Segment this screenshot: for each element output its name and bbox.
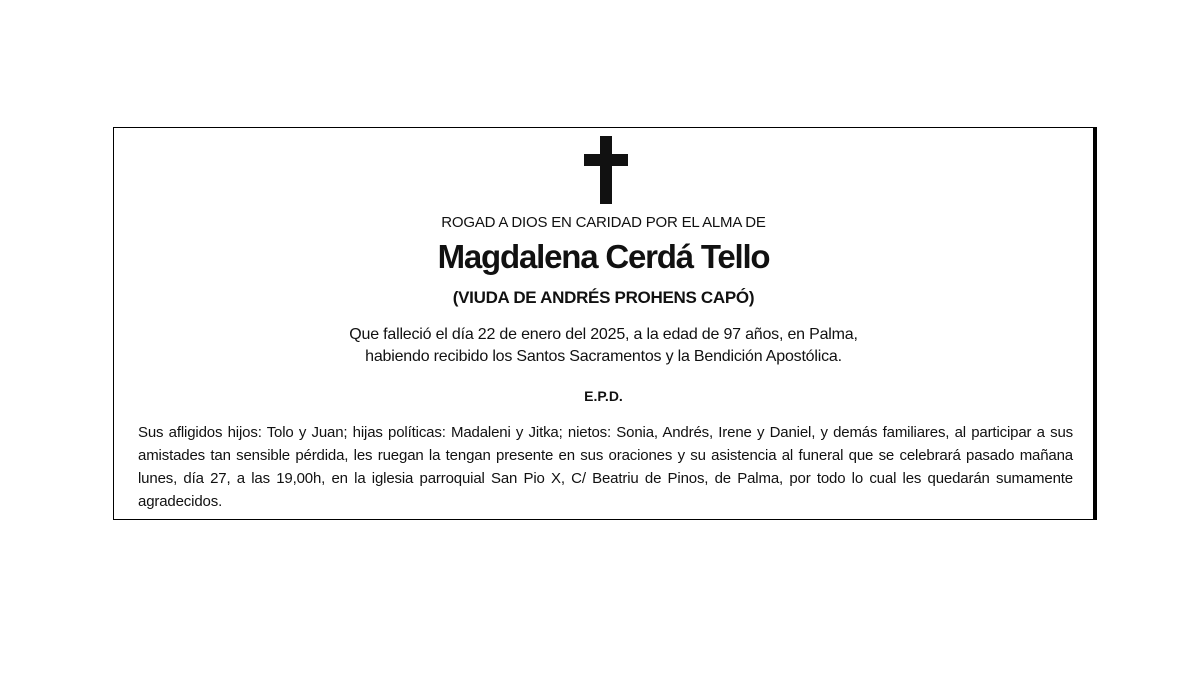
death-details-line-1: Que falleció el día 22 de enero del 2025, a la edad de 97 años, en Palma, [349,326,858,343]
prayer-intro: ROGAD A DIOS EN CARIDAD POR EL ALMA DE [441,214,766,231]
deceased-name: Magdalena Cerdá Tello [437,238,770,275]
obituary-notice [113,127,1097,520]
cross-horizontal-bar [584,154,628,166]
death-details [114,324,1093,368]
cross-vertical-bar [600,136,612,204]
family-message: Sus afligidos hijos: Tolo y Juan; hijas políticas: Madaleni y Jitka; nietos: Sonia, Andrés, Irene y Daniel, y demás familiares, al participar a sus amistades tan sensible pérdida, les ruegan la tengan presente en sus oraciones y su asistencia al funeral que se celebrará pasado mañana lunes, día 27, a las 19,00h, en la iglesia parroquial San Pio X, C/ Beatriu de Pinos, de Palma, por todo lo cual les quedarán sumamente agradecidos. [138,424,1073,510]
epd-label: E.P.D. [584,388,623,404]
widow-line: (VIUDA DE ANDRÉS PROHENS CAPÓ) [452,288,755,307]
death-details-line-2: habiendo recibido los Santos Sacramentos y la Bendición Apostólica. [365,348,842,365]
cross-icon [584,136,628,204]
